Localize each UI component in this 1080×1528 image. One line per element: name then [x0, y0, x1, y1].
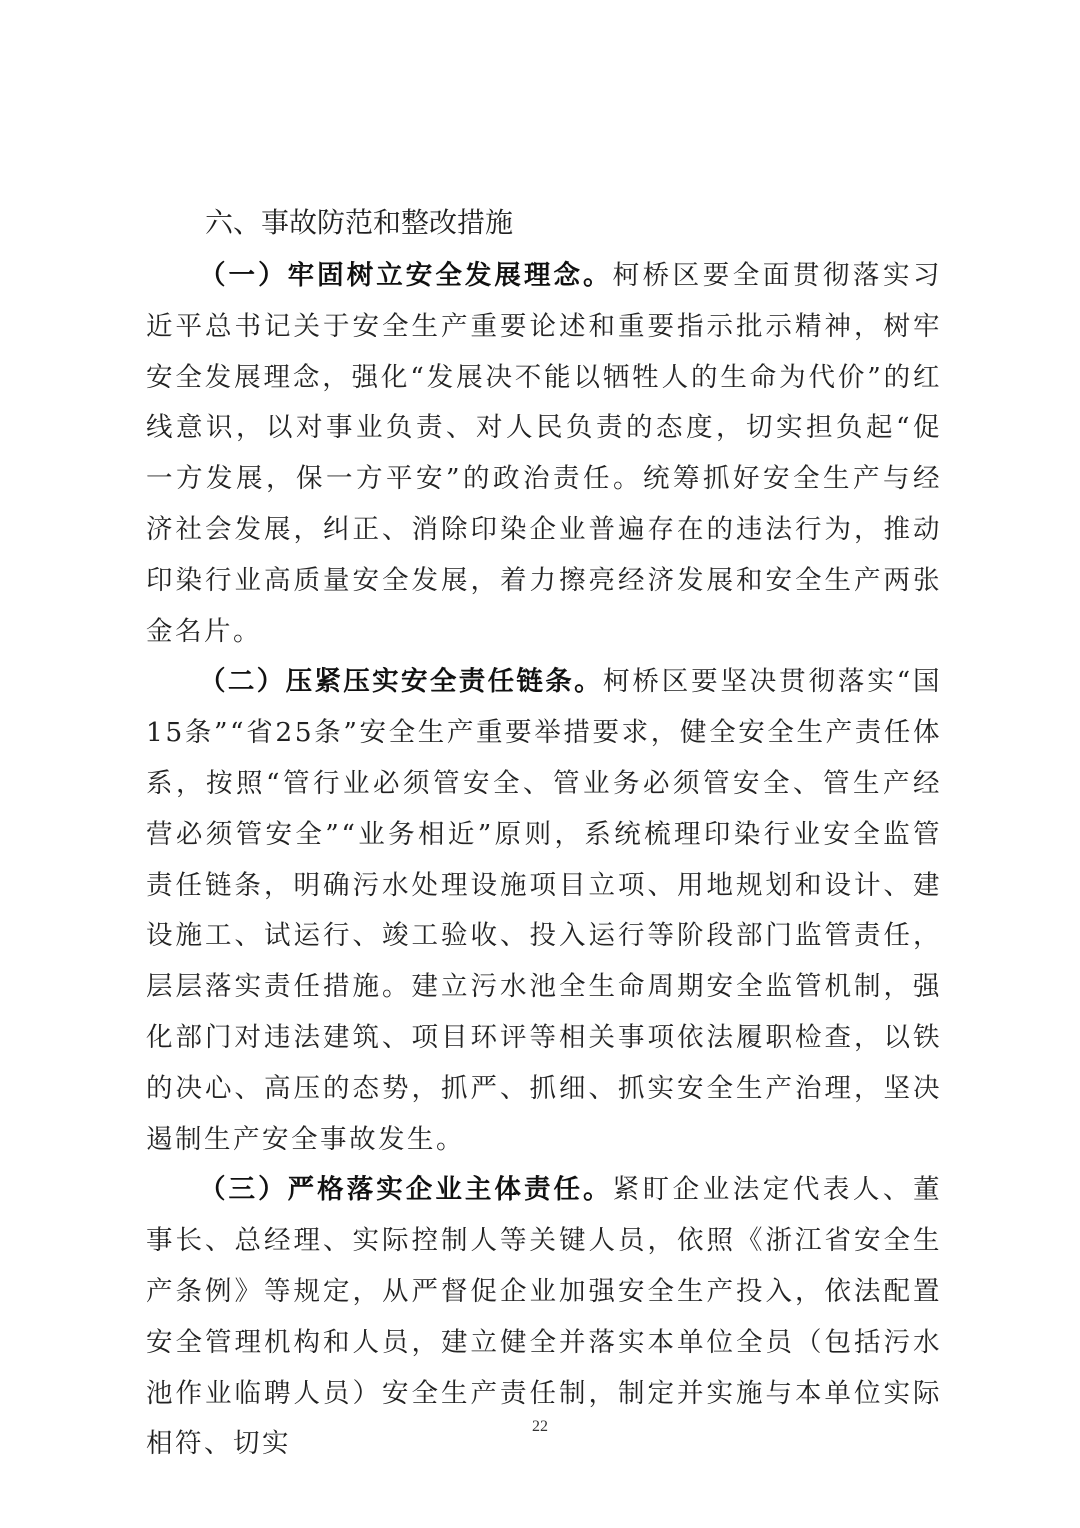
- section-heading: 六、事故防范和整改措施: [205, 206, 514, 239]
- paragraph-1: [146, 251, 942, 657]
- paragraph-2-lead: （二）压紧压实安全责任链条。: [199, 666, 604, 698]
- paragraph-3-lead: （三）严格落实企业主体责任。: [199, 1174, 613, 1206]
- body-text: [146, 251, 942, 1470]
- paragraph-1-lead: （一）牢固树立安全发展理念。: [199, 260, 613, 291]
- paragraph-2: [146, 657, 942, 1165]
- paragraph-2-text: 柯桥区要坚决贯彻落实“国15条”“省25条”安全生产重要举措要求，健全安全生产责任体系，按照“管行业必须管安全、管业务必须管安全、管生产经营必须管安全”“业务相近”原则，系统梳理印染行业安全监管责任链条，明确污水处理设施项目立项、用地规划和设计、建设施工、试运行、竣工验收、投入运行等阶段部门监管责任，层层落实责任措施。建立污水池全生命周期安全监管机制，强化部门对违法建筑、项目环评等相关事项依法履职检查，以铁的决心、高压的态势，抓严、抓细、抓实安全生产治理，坚决遏制生产安全事故发生。: [146, 666, 942, 1155]
- page-number: 22: [532, 1418, 548, 1435]
- paragraph-1-text: 柯桥区要全面贯彻落实习近平总书记关于安全生产重要论述和重要指示批示精神，树牢安全发展理念，强化“发展决不能以牺牲人的生命为代价”的红线意识，以对事业负责、对人民负责的态度，切实担负起“促一方发展，保一方平安”的政治责任。统筹抓好安全生产与经济社会发展，纠正、消除印染企业普遍存在的违法行为，推动印染行业高质量安全发展，着力擦亮经济发展和安全生产两张金名片。: [146, 260, 943, 647]
- paragraph-3-text: 紧盯企业法定代表人、董事长、总经理、实际控制人等关键人员，依照《浙江省安全生产条例》等规定，从严督促企业加强安全生产投入，依法配置安全管理机构和人员，建立健全并落实本单位全员（包括污水池作业临聘人员）安全生产责任制，制定并实施与本单位实际相符、切实: [146, 1174, 943, 1460]
